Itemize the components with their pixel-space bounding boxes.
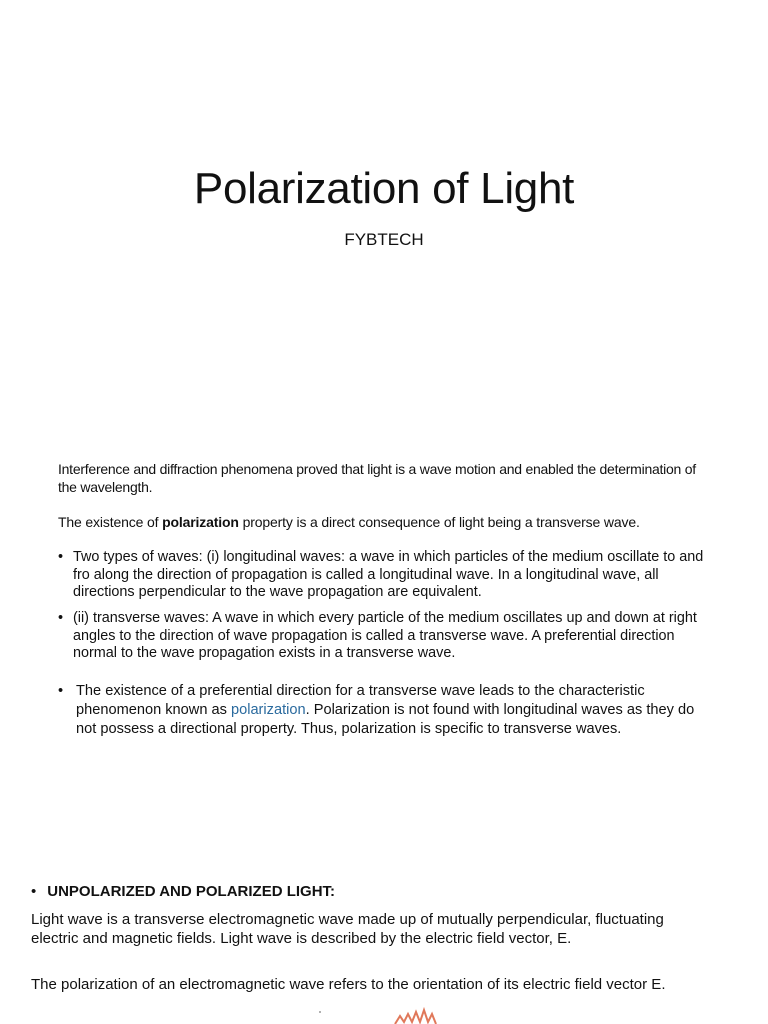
list-item [58, 610, 708, 663]
bullet-icon: • [58, 549, 64, 565]
intro-slide [0, 432, 768, 864]
section-heading [31, 883, 335, 900]
bold-term: polarization [162, 514, 239, 530]
list-item-text [58, 682, 708, 739]
list-item-text: Two types of waves: (i) longitudinal waves: a wave in which particles of the medium oscillate to and fro along the direction of propagation is called a longitudinal wave. In a longitudinal wave, all directions perpendicular to the wave propagation are equivalent. [73, 549, 704, 600]
list-item [58, 549, 708, 602]
page-subtitle: FYBTECH [344, 230, 424, 249]
bullet-icon: • [58, 683, 64, 699]
page-title: Polarization of Light [193, 164, 575, 213]
bullet-icon: • [31, 883, 37, 900]
section-heading-text: UNPOLARIZED AND POLARIZED LIGHT: [47, 883, 336, 900]
list-item-text: (ii) transverse waves: A wave in which every particle of the medium oscillates up and down at right angles to the direction of wave propagation is called a transverse wave. A preferential direction normal to the wave propagation exists in a transverse wave. [73, 610, 697, 661]
polarization-link[interactable]: polarization [230, 702, 306, 718]
list-item [58, 682, 708, 739]
list-item-text-part: The existence of a preferential direction for a transverse wave leads to the characteristic phenomenon known as [76, 683, 645, 718]
wave-illustration-icon [300, 1004, 500, 1024]
polarization-definition-paragraph: The polarization of an electromagnetic wave refers to the orientation of its electric field vector E. [31, 976, 666, 993]
unpolarized-slide [0, 864, 768, 1024]
light-wave-paragraph: Light wave is a transverse electromagnetic wave made up of mutually perpendicular, fluctuating electric and magnetic fields. Light wave is described by the electric field vector, E. [31, 911, 664, 947]
polarization-paragraph [58, 514, 708, 532]
paragraph-text: The existence of [58, 514, 163, 530]
bullet-icon: • [58, 610, 64, 626]
title-slide [0, 0, 768, 432]
list-item-text-part: . Polarization is not found with longitudinal waves as they do not possess a directional property. Thus, polarization is specific to transverse waves. [76, 702, 695, 737]
intro-paragraph: Interference and diffraction phenomena proved that light is a wave motion and enabled the determination of the wavelength. [58, 461, 696, 495]
paragraph-text: property is a direct consequence of light being a transverse wave. [238, 514, 640, 530]
